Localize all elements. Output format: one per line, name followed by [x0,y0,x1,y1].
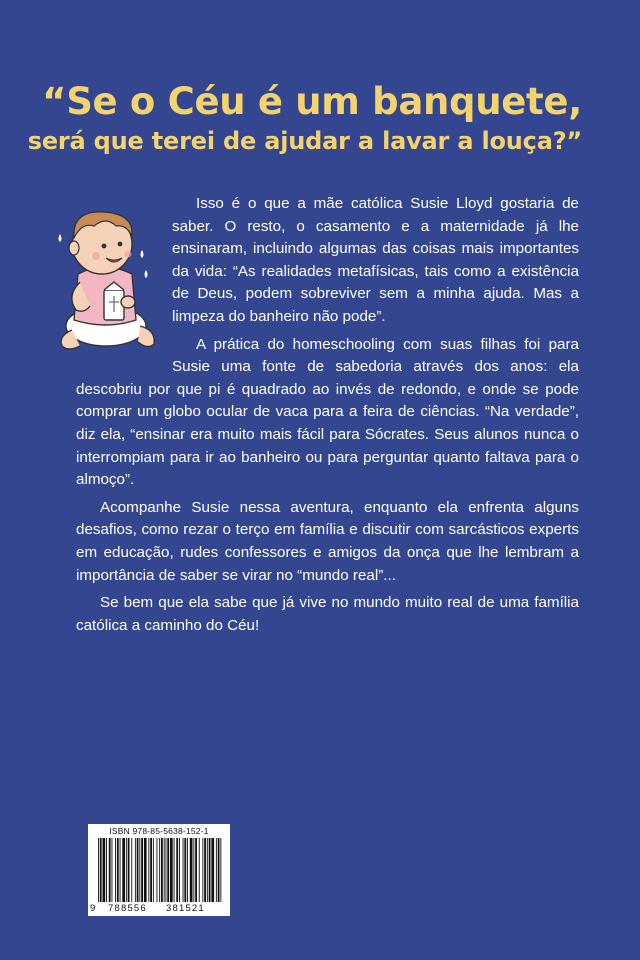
barcode-bar [98,838,99,902]
barcode-bar [109,838,111,902]
barcode-bar [187,838,188,902]
barcode-bar [103,838,106,902]
barcode-bar [170,838,173,902]
barcode-bar [220,838,221,902]
barcode-bar [115,838,116,902]
barcode-bar [179,838,180,902]
barcode-bar [135,838,136,902]
barcode-bar [159,838,160,902]
barcode-bar [199,838,200,902]
barcode-bar [117,838,119,902]
barcode-bar [183,838,184,902]
barcode-bar [166,838,167,902]
barcode-bar [150,838,152,902]
isbn-label: ISBN 978-85-5638-152-1 [109,826,209,836]
barcode-bar [193,838,194,902]
paragraph-4: Se bem que ela sabe que já vive no mundo muito real de uma família católica a caminho do Céu! [76,594,579,634]
illustration-spacer [76,193,172,357]
barcode-bar [137,838,139,902]
barcode-bar [174,838,175,902]
barcode-bar [190,838,193,902]
barcode-bar [100,838,102,902]
barcode-bar [161,838,163,902]
barcode-bar [202,838,203,902]
barcode-bar [207,838,208,902]
barcode-bar [195,838,197,902]
description-text [76,193,579,642]
barcode-digits-left: 788556 [108,903,147,914]
barcode-bar [218,838,220,902]
barcode-bar [106,838,107,902]
barcode-bar [204,838,206,902]
barcode-bars [96,838,224,902]
barcode-bar [141,838,143,902]
headline-line-2: será que terei de ajudar a lavar a louça?” [27,127,582,155]
barcode-digit-first: 9 [90,903,97,914]
headline-line-1: “Se o Céu é um banquete, [42,80,582,123]
barcode-bar [157,838,158,902]
barcode-bar [112,838,113,902]
headline-quote [22,80,582,158]
barcode-bar [176,838,178,902]
barcode-bar [209,838,211,902]
barcode-bar [216,838,217,902]
barcode-bar [131,838,132,902]
isbn-barcode [88,824,230,916]
barcode-bar [167,838,169,902]
barcode-bar [144,838,147,902]
paragraph-1: Isso é o que a mãe católica Susie Lloyd gostaria de saber. O resto, o casamento e a maternidade já lhe ensinaram, incluindo algumas das coisas mais importantes da vida: “As realidades metafísicas, tais como a existência de Deus, podem sobreviver sem a minha ajuda. Mas a limpeza do banheiro não pode”. [172,195,579,325]
barcode-bar [153,838,154,902]
barcode-bar [184,838,186,902]
barcode-bar [122,838,125,902]
barcode-digits-right: 381521 [166,903,205,914]
barcode-bar [164,838,165,902]
paragraph-3: Acompanhe Susie nessa aventura, enquanto ela enfrenta alguns desafios, como rezar o terço em família e discutir com sarcásticos experts em educação, rudes confessores e amigos da onça que lhe lembram a importância de saber se virar no “mundo real”... [76,498,579,584]
barcode-bar [126,838,127,902]
barcode-bar [148,838,149,902]
barcode-bar [120,838,121,902]
barcode-bar [139,838,140,902]
barcode-bar [128,838,130,902]
barcode-bar [211,838,214,902]
paragraph-2: A prática do homeschooling com suas filhas foi para Susie uma fonte de sabedoria através dos anos: ela descobriu por que pi é quadrado ao invés de redondo, e onde se pode comprar um globo ocular de vaca para a feira de ciências. “Na verdade”, diz ela, “ensinar era muito mais fácil para Sócrates. Seus alunos nunca o interrompiam para ir ao banheiro ou para perguntar quanto faltava para o almoço”. [76,335,579,489]
